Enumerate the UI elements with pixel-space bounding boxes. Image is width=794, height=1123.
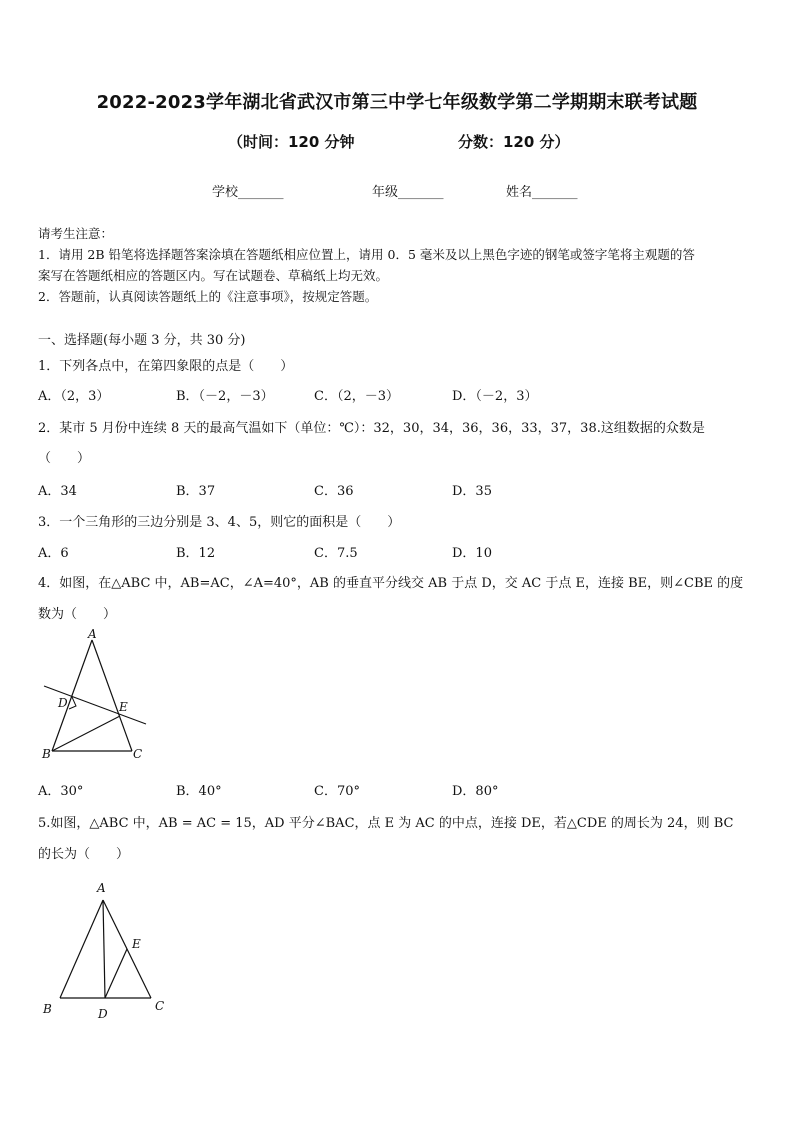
fig4-label-d: D — [58, 696, 68, 710]
fig5-label-a: A — [97, 881, 106, 895]
notice-line-1: 1．请用 2B 铅笔将选择题答案涂填在答题纸相应位置上，请用 0．5 毫米及以上黑色字迹的钢笔或签字笔将主观题的答 — [38, 247, 695, 262]
question-4-stem-cont: 数为（ ） — [38, 607, 117, 622]
q2-option-b: B．37 — [176, 484, 216, 499]
notice-line-2: 2．答题前，认真阅读答题纸上的《注意事项》，按规定答题。 — [38, 289, 378, 304]
notice-heading: 请考生注意： — [38, 226, 114, 241]
question-4-figure — [38, 628, 158, 763]
fig5-label-d: D — [98, 1007, 108, 1021]
fig4-label-b: B — [42, 747, 51, 761]
q3-option-c: C．7.5 — [314, 546, 358, 561]
school-field: 学校_______ — [212, 185, 284, 200]
question-2-stem-cont: （ ） — [38, 451, 91, 466]
fig4-label-e: E — [119, 700, 128, 714]
q3-option-a: A．6 — [38, 546, 69, 561]
exam-score: 分数：120 分） — [458, 133, 570, 151]
q1-option-a: A．（2，3） — [38, 389, 110, 404]
q3-option-d: D．10 — [452, 546, 492, 561]
fig5-label-c: C — [155, 999, 165, 1013]
q2-option-d: D．35 — [452, 484, 492, 499]
q1-option-b: B．（－2，－3） — [176, 389, 274, 404]
question-5-stem: 5.如图，△ABC 中，AB = AC = 15，AD 平分∠BAC，点 E 为 AC 的中点，连接 DE，若△CDE 的周长为 24，则 BC — [38, 816, 734, 831]
q1-option-d: D．（－2，3） — [452, 389, 538, 404]
question-2-stem: 2．某市 5 月份中连续 8 天的最高气温如下（单位：℃）：32，30，34，36，36，33，37，38.这组数据的众数是 — [38, 421, 705, 436]
grade-field: 年级_______ — [372, 185, 444, 200]
q3-option-b: B．12 — [176, 546, 216, 561]
q4-option-c: C．70° — [314, 784, 360, 799]
q2-option-a: A．34 — [38, 484, 77, 499]
q4-option-a: A．30° — [38, 784, 84, 799]
name-field: 姓名_______ — [506, 185, 578, 200]
exam-time: （时间：120 分钟 — [228, 133, 355, 151]
question-4-stem: 4．如图，在△ABC 中，AB=AC，∠A=40°，AB 的垂直平分线交 AB 于点 D，交 AC 于点 E，连接 BE，则∠CBE 的度 — [38, 576, 744, 591]
question-3-stem: 3．一个三角形的三边分别是 3、4、5，则它的面积是（ ） — [38, 515, 401, 530]
fig5-label-e: E — [132, 937, 141, 951]
fig5-label-b: B — [43, 1002, 52, 1016]
fig4-label-a: A — [88, 628, 97, 641]
q2-option-c: C．36 — [314, 484, 354, 499]
page-title: 2022-2023学年湖北省武汉市第三中学七年级数学第二学期期末联考试题 — [96, 92, 698, 113]
fig4-label-c: C — [133, 747, 143, 761]
question-5-figure — [38, 876, 173, 1021]
q4-option-b: B．40° — [176, 784, 222, 799]
q4-option-d: D．80° — [452, 784, 499, 799]
notice-line-1b: 案写在答题纸相应的答题区内。写在试题卷、草稿纸上均无效。 — [38, 268, 389, 283]
question-1-stem: 1．下列各点中，在第四象限的点是（ ） — [38, 359, 294, 374]
section-heading: 一、选择题(每小题 3 分，共 30 分) — [38, 333, 246, 348]
q1-option-c: C．（2，－3） — [314, 389, 399, 404]
question-5-stem-cont: 的长为（ ） — [38, 847, 130, 862]
